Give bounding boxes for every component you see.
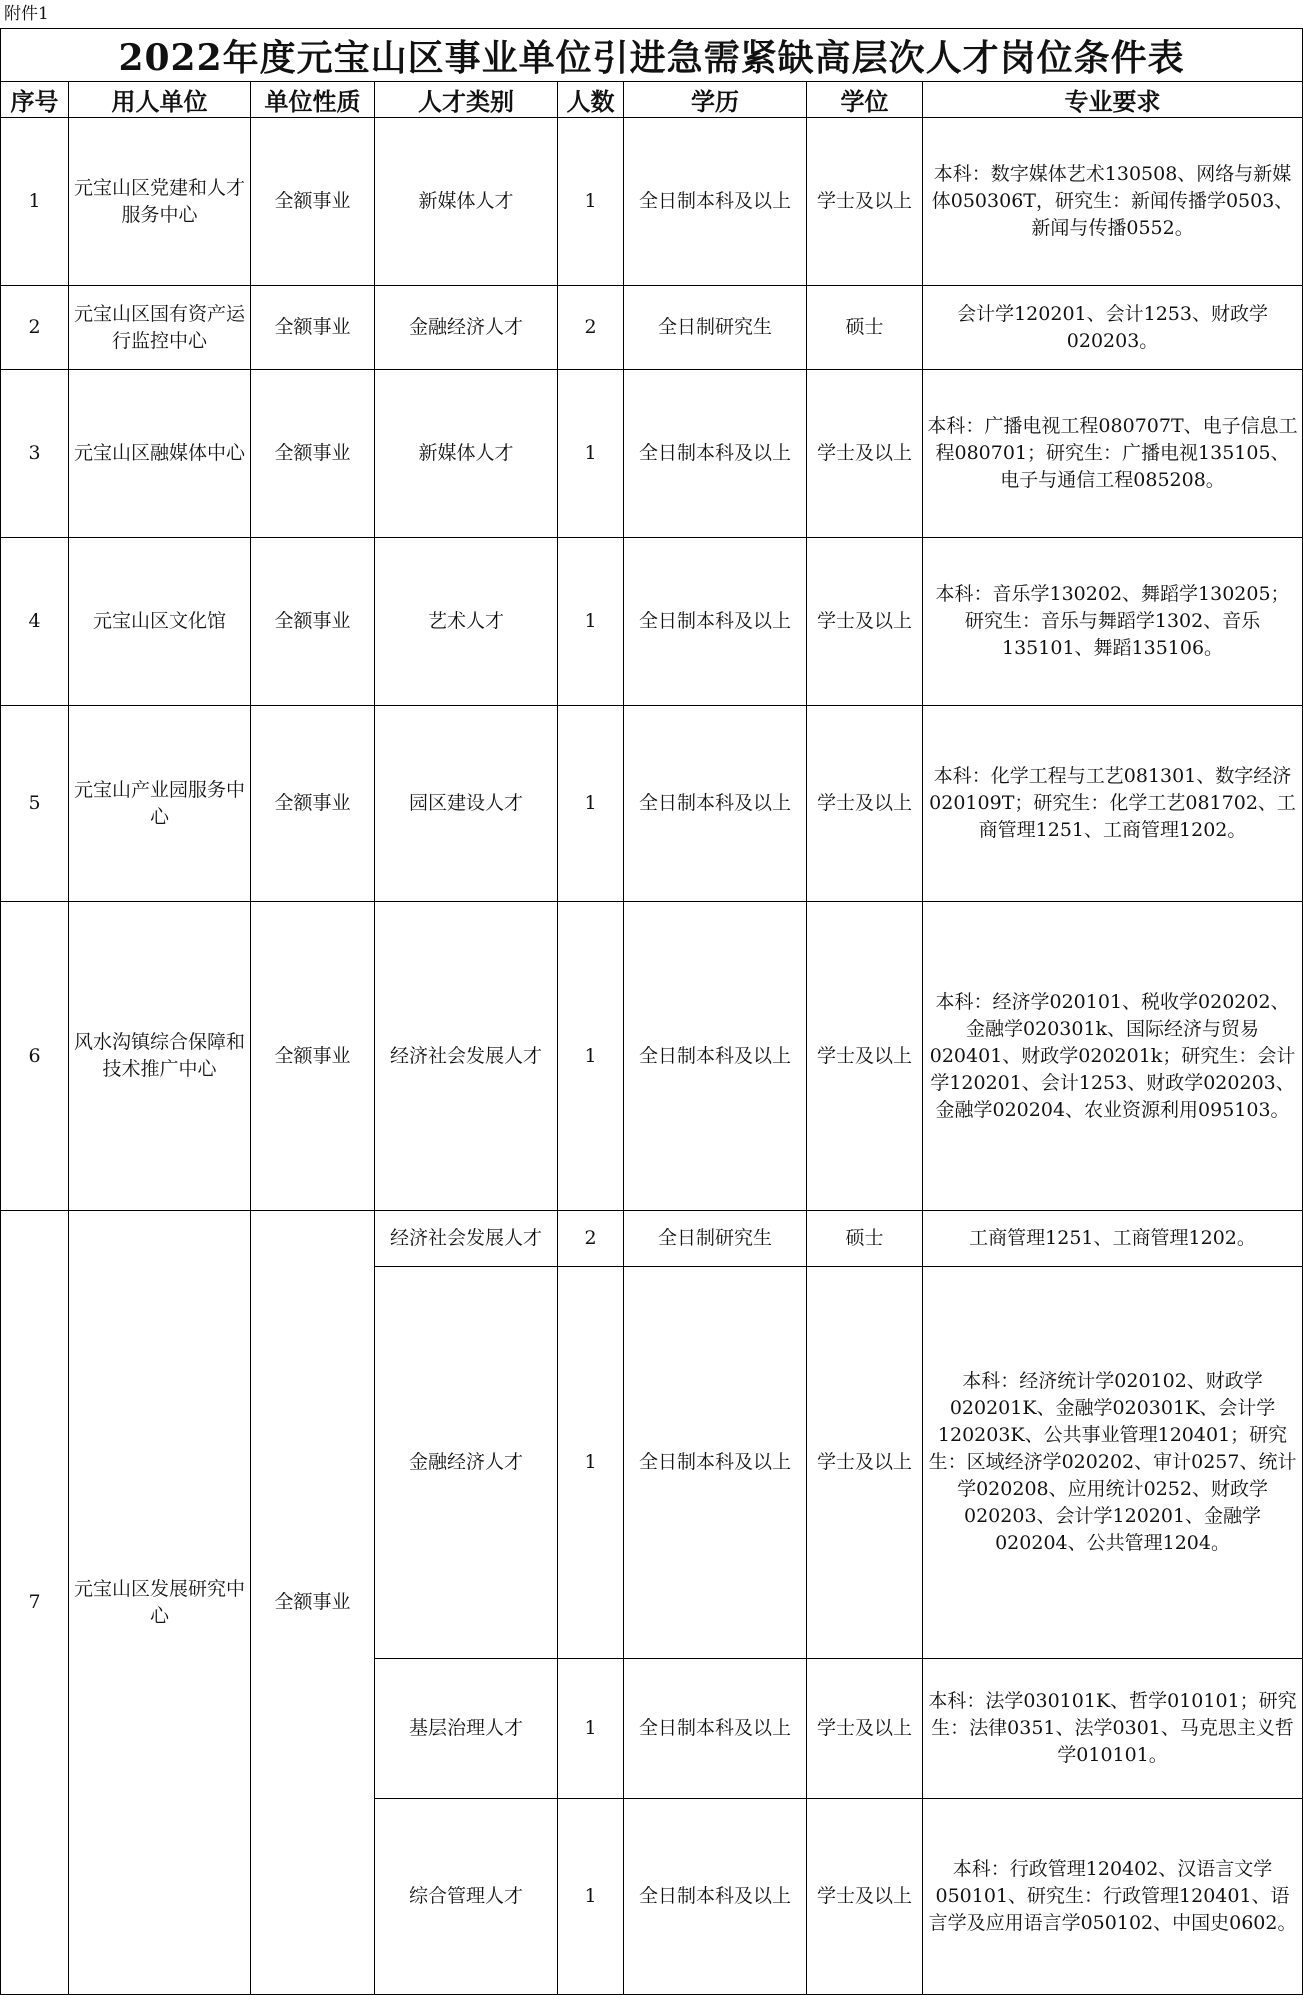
cell-degree: 学士及以上 [807, 370, 923, 538]
cell-education: 全日制本科及以上 [624, 118, 807, 286]
cell-count: 1 [558, 538, 624, 706]
cell-major: 本科：经济学020101、税收学020202、金融学020301k、国际经济与贸易020401、财政学020201k；研究生：会计学120201、会计1253、财政学020203、金融学020204、农业资源利用095103。 [923, 902, 1303, 1211]
table-row [1, 538, 1303, 706]
header-count: 人数 [558, 82, 624, 118]
table-row [1, 118, 1303, 286]
cell-unit: 元宝山区文化馆 [69, 538, 251, 706]
cell-major: 本科：音乐学130202、舞蹈学130205；研究生：音乐与舞蹈学1302、音乐135101、舞蹈135106。 [923, 538, 1303, 706]
cell-education: 全日制本科及以上 [624, 1267, 807, 1659]
cell-seq: 7 [1, 1211, 69, 1995]
table-title: 2022年度元宝山区事业单位引进急需紧缺高层次人才岗位条件表 [1, 29, 1303, 82]
header-seq: 序号 [1, 82, 69, 118]
cell-education: 全日制研究生 [624, 1211, 807, 1267]
table-row [1, 370, 1303, 538]
header-unit: 用人单位 [69, 82, 251, 118]
cell-nature: 全额事业 [251, 286, 375, 370]
cell-category: 基层治理人才 [375, 1659, 558, 1799]
cell-education: 全日制研究生 [624, 286, 807, 370]
cell-education: 全日制本科及以上 [624, 706, 807, 902]
table-row [1, 286, 1303, 370]
cell-degree: 硕士 [807, 286, 923, 370]
cell-nature: 全额事业 [251, 706, 375, 902]
cell-unit: 元宝山区融媒体中心 [69, 370, 251, 538]
cell-seq: 1 [1, 118, 69, 286]
cell-unit: 元宝山区国有资产运行监控中心 [69, 286, 251, 370]
cell-nature: 全额事业 [251, 118, 375, 286]
cell-major: 本科：法学030101K、哲学010101；研究生：法律0351、法学0301、马克思主义哲学010101。 [923, 1659, 1303, 1799]
header-education: 学历 [624, 82, 807, 118]
cell-category: 经济社会发展人才 [375, 1211, 558, 1267]
cell-count: 1 [558, 706, 624, 902]
cell-category: 艺术人才 [375, 538, 558, 706]
cell-nature: 全额事业 [251, 370, 375, 538]
cell-count: 1 [558, 902, 624, 1211]
cell-degree: 学士及以上 [807, 538, 923, 706]
cell-education: 全日制本科及以上 [624, 1799, 807, 1995]
attachment-label: 附件1 [4, 4, 49, 24]
cell-major: 本科：行政管理120402、汉语言文学050101、研究生：行政管理120401、语言学及应用语言学050102、中国史0602。 [923, 1799, 1303, 1995]
cell-unit: 元宝山区发展研究中心 [69, 1211, 251, 1995]
cell-count: 2 [558, 286, 624, 370]
cell-category: 金融经济人才 [375, 286, 558, 370]
cell-degree: 学士及以上 [807, 1659, 923, 1799]
cell-category: 新媒体人才 [375, 370, 558, 538]
cell-major: 本科：化学工程与工艺081301、数字经济020109T；研究生：化学工艺081702、工商管理1251、工商管理1202。 [923, 706, 1303, 902]
cell-category: 金融经济人才 [375, 1267, 558, 1659]
cell-category: 新媒体人才 [375, 118, 558, 286]
cell-degree: 学士及以上 [807, 1799, 923, 1995]
cell-major: 会计学120201、会计1253、财政学020203。 [923, 286, 1303, 370]
cell-unit: 元宝山区党建和人才服务中心 [69, 118, 251, 286]
table-row [1, 706, 1303, 902]
cell-education: 全日制本科及以上 [624, 370, 807, 538]
cell-degree: 学士及以上 [807, 706, 923, 902]
cell-category: 园区建设人才 [375, 706, 558, 902]
header-nature: 单位性质 [251, 82, 375, 118]
header-row [1, 82, 1303, 118]
cell-degree: 学士及以上 [807, 118, 923, 286]
cell-count: 1 [558, 1659, 624, 1799]
cell-major: 本科：数字媒体艺术130508、网络与新媒体050306T，研究生：新闻传播学0503、新闻与传播0552。 [923, 118, 1303, 286]
header-major: 专业要求 [923, 82, 1303, 118]
header-category: 人才类别 [375, 82, 558, 118]
header-degree: 学位 [807, 82, 923, 118]
cell-count: 1 [558, 1799, 624, 1995]
cell-major: 本科：经济统计学020102、财政学020201K、金融学020301K、会计学120203K、公共事业管理120401；研究生：区域经济学020202、审计0257、统计学020208、应用统计0252、财政学020203、会计学120201、金融学020204、公共管理1204。 [923, 1267, 1303, 1659]
cell-education: 全日制本科及以上 [624, 902, 807, 1211]
cell-count: 1 [558, 118, 624, 286]
cell-nature: 全额事业 [251, 538, 375, 706]
table-row [1, 1211, 1303, 1267]
cell-seq: 3 [1, 370, 69, 538]
position-conditions-table [0, 28, 1303, 1995]
cell-count: 1 [558, 1267, 624, 1659]
cell-count: 1 [558, 370, 624, 538]
cell-degree: 学士及以上 [807, 902, 923, 1211]
cell-count: 2 [558, 1211, 624, 1267]
table-row [1, 902, 1303, 1211]
cell-education: 全日制本科及以上 [624, 1659, 807, 1799]
cell-major: 工商管理1251、工商管理1202。 [923, 1211, 1303, 1267]
cell-degree: 硕士 [807, 1211, 923, 1267]
cell-education: 全日制本科及以上 [624, 538, 807, 706]
cell-seq: 2 [1, 286, 69, 370]
cell-category: 经济社会发展人才 [375, 902, 558, 1211]
cell-seq: 4 [1, 538, 69, 706]
cell-unit: 风水沟镇综合保障和技术推广中心 [69, 902, 251, 1211]
cell-major: 本科：广播电视工程080707T、电子信息工程080701；研究生：广播电视135105、电子与通信工程085208。 [923, 370, 1303, 538]
cell-nature: 全额事业 [251, 902, 375, 1211]
cell-degree: 学士及以上 [807, 1267, 923, 1659]
cell-unit: 元宝山产业园服务中心 [69, 706, 251, 902]
cell-category: 综合管理人才 [375, 1799, 558, 1995]
cell-nature: 全额事业 [251, 1211, 375, 1995]
cell-seq: 5 [1, 706, 69, 902]
cell-seq: 6 [1, 902, 69, 1211]
